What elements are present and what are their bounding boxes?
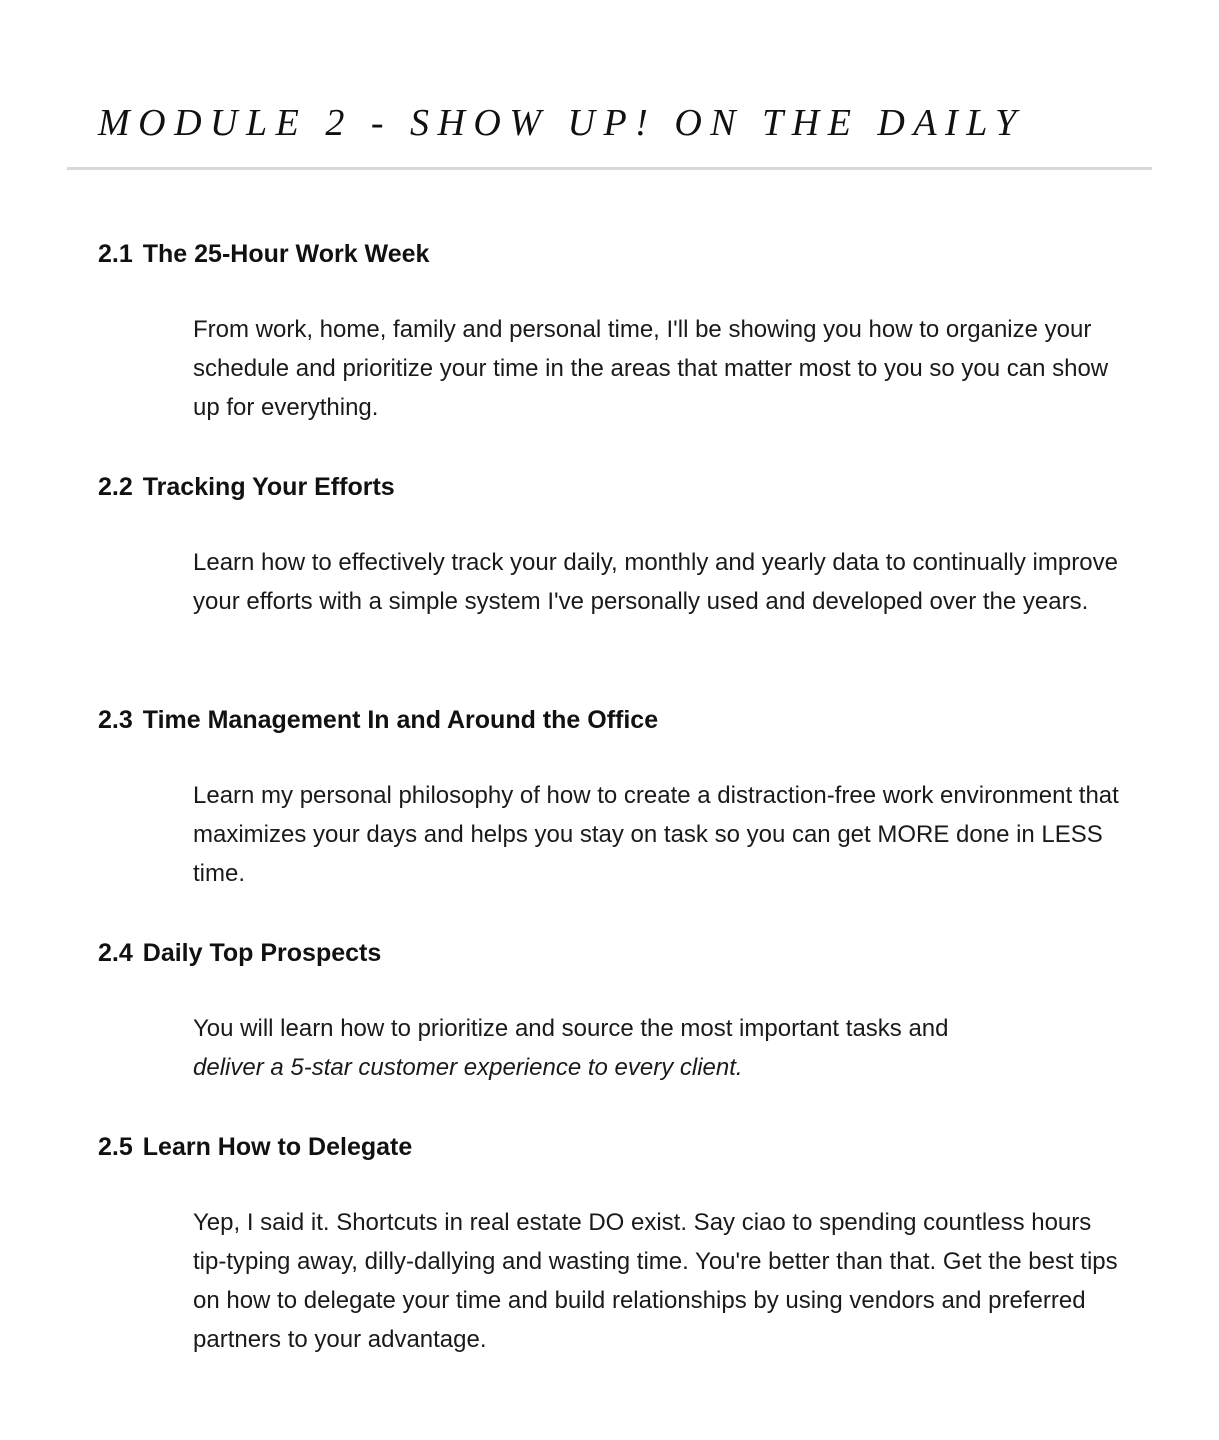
section-description-text: You will learn how to prioritize and source the most important tasks and (193, 1015, 949, 1042)
section-heading (98, 937, 381, 969)
section-number: 2.1 (98, 240, 133, 268)
section-title: Learn How to Delegate (142, 1133, 413, 1161)
page-title: MODULE 2 - SHOW UP! ON THE DAILY (98, 102, 1025, 144)
section-title: The 25-Hour Work Week (142, 240, 430, 268)
section-number: 2.2 (98, 473, 133, 501)
section-title: Tracking Your Efforts (142, 473, 395, 501)
section-description: Learn my personal philosophy of how to create a distraction-free work environment that maximizes your days and helps you stay on task so you can get MORE done in LESS time. (193, 782, 1119, 887)
section-title: Time Management In and Around the Office (142, 706, 659, 734)
section-description: Yep, I said it. Shortcuts in real estate DO exist. Say ciao to spending countless hours tip-typing away, dilly-dallying and wasting time. You're better than that. Get the best tips on how to delegate your time and build relationships by using vendors and preferred partners to your advantage. (193, 1209, 1118, 1353)
section-number: 2.5 (98, 1133, 133, 1161)
section-heading (98, 471, 395, 503)
section-heading (98, 238, 429, 270)
section-description-emphasis: deliver a 5-star customer experience to every client. (193, 1054, 743, 1081)
section-description: From work, home, family and personal time, I'll be showing you how to organize your schedule and prioritize your time in the areas that matter most to you so you can show up for everything. (193, 316, 1109, 421)
section-heading (98, 704, 658, 736)
title-divider (67, 167, 1152, 170)
section-heading (98, 1131, 412, 1163)
section-description (193, 1009, 1123, 1087)
section-number: 2.4 (98, 939, 133, 967)
section-number: 2.3 (98, 706, 133, 734)
section-description: Learn how to effectively track your daily, monthly and yearly data to continually improve your efforts with a simple system I've personally used and developed over the years. (193, 549, 1118, 615)
section-title: Daily Top Prospects (142, 939, 382, 967)
